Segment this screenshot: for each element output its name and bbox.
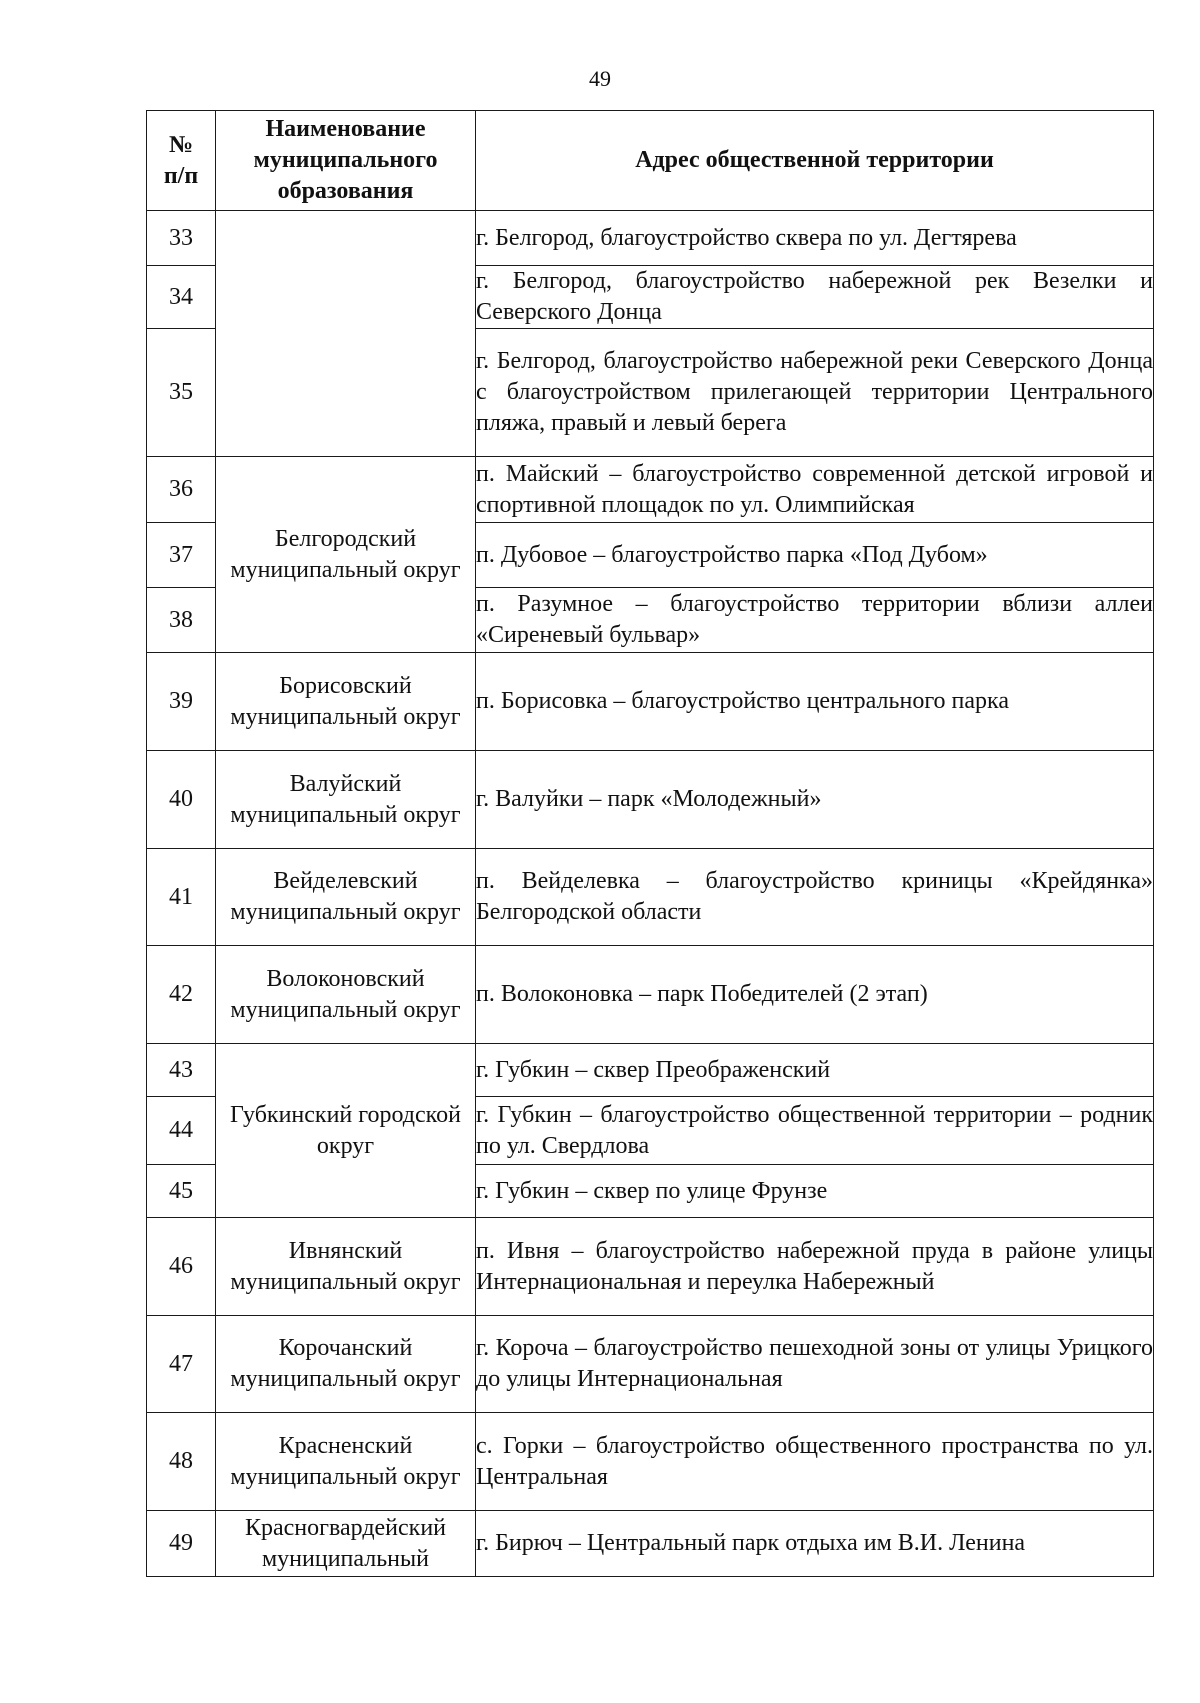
table-row	[147, 653, 1154, 751]
row-num: 45	[147, 1165, 216, 1218]
table-row	[147, 1044, 1154, 1097]
row-num: 33	[147, 211, 216, 266]
row-address: п. Волоконовка – парк Победителей (2 этап)	[476, 946, 1154, 1044]
page-number: 49	[589, 66, 611, 91]
row-address: п. Вейделевка – благоустройство криницы «Крейдянка» Белгородской области	[476, 849, 1154, 946]
row-municipality: Красногвардейский муниципальный	[216, 1511, 476, 1577]
row-municipality: Губкинский городской округ	[216, 1044, 476, 1218]
row-num: 42	[147, 946, 216, 1044]
row-num: 35	[147, 329, 216, 457]
row-num: 37	[147, 523, 216, 588]
row-address: г. Губкин – сквер Преображенский	[476, 1044, 1154, 1097]
row-municipality: Борисовский муниципальный округ	[216, 653, 476, 751]
row-num: 41	[147, 849, 216, 946]
row-address: п. Дубовое – благоустройство парка «Под Дубом»	[476, 523, 1154, 588]
row-municipality: Ивнянский муниципальный округ	[216, 1218, 476, 1316]
table-row	[147, 457, 1154, 523]
row-num: 39	[147, 653, 216, 751]
row-address: п. Ивня – благоустройство набережной пруда в районе улицы Интернациональная и переулка Набережный	[476, 1218, 1154, 1316]
row-address: г. Белгород, благоустройство набережной рек Везелки и Северского Донца	[476, 266, 1154, 329]
table-header-row	[147, 111, 1154, 211]
row-municipality: Белгородский муниципальный округ	[216, 457, 476, 653]
row-address: г. Валуйки – парк «Молодежный»	[476, 751, 1154, 849]
row-address: п. Разумное – благоустройство территории вблизи аллеи «Сиреневый бульвар»	[476, 588, 1154, 653]
row-num: 34	[147, 266, 216, 329]
table-row	[147, 849, 1154, 946]
row-num: 49	[147, 1511, 216, 1577]
header-address: Адрес общественной территории	[476, 111, 1154, 211]
row-address: с. Горки – благоустройство общественного пространства по ул. Центральная	[476, 1413, 1154, 1511]
row-municipality: Валуйский муниципальный округ	[216, 751, 476, 849]
table-row	[147, 1413, 1154, 1511]
row-num: 36	[147, 457, 216, 523]
row-address: г. Белгород, благоустройство набережной реки Северского Донца с благоустройством прилегающей территории Центрального пляжа, правый и левый берега	[476, 329, 1154, 457]
row-address: г. Губкин – сквер по улице Фрунзе	[476, 1165, 1154, 1218]
row-num: 38	[147, 588, 216, 653]
row-num: 48	[147, 1413, 216, 1511]
row-address: г. Бирюч – Центральный парк отдыха им В.И. Ленина	[476, 1511, 1154, 1577]
row-num: 47	[147, 1316, 216, 1413]
row-municipality: Волоконовский муниципальный округ	[216, 946, 476, 1044]
header-num: № п/п	[147, 111, 216, 211]
table-row	[147, 1316, 1154, 1413]
table-row	[147, 211, 1154, 266]
row-address: г. Губкин – благоустройство общественной территории – родник по ул. Свердлова	[476, 1097, 1154, 1165]
row-num: 43	[147, 1044, 216, 1097]
row-municipality: Красненский муниципальный округ	[216, 1413, 476, 1511]
header-municipality: Наименование муниципального образования	[216, 111, 476, 211]
row-address: п. Борисовка – благоустройство центрального парка	[476, 653, 1154, 751]
territories-table	[146, 110, 1154, 1577]
row-num: 46	[147, 1218, 216, 1316]
table-row	[147, 1218, 1154, 1316]
row-municipality: Вейделевский муниципальный округ	[216, 849, 476, 946]
row-municipality: Корочанский муниципальный округ	[216, 1316, 476, 1413]
row-address: г. Короча – благоустройство пешеходной зоны от улицы Урицкого до улицы Интернациональная	[476, 1316, 1154, 1413]
row-num: 40	[147, 751, 216, 849]
row-address: п. Майский – благоустройство современной детской игровой и спортивной площадок по ул. Олимпийская	[476, 457, 1154, 523]
table-row	[147, 1511, 1154, 1577]
row-address: г. Белгород, благоустройство сквера по ул. Дегтярева	[476, 211, 1154, 266]
row-municipality	[216, 211, 476, 457]
row-num: 44	[147, 1097, 216, 1165]
table-row	[147, 751, 1154, 849]
table-row	[147, 946, 1154, 1044]
